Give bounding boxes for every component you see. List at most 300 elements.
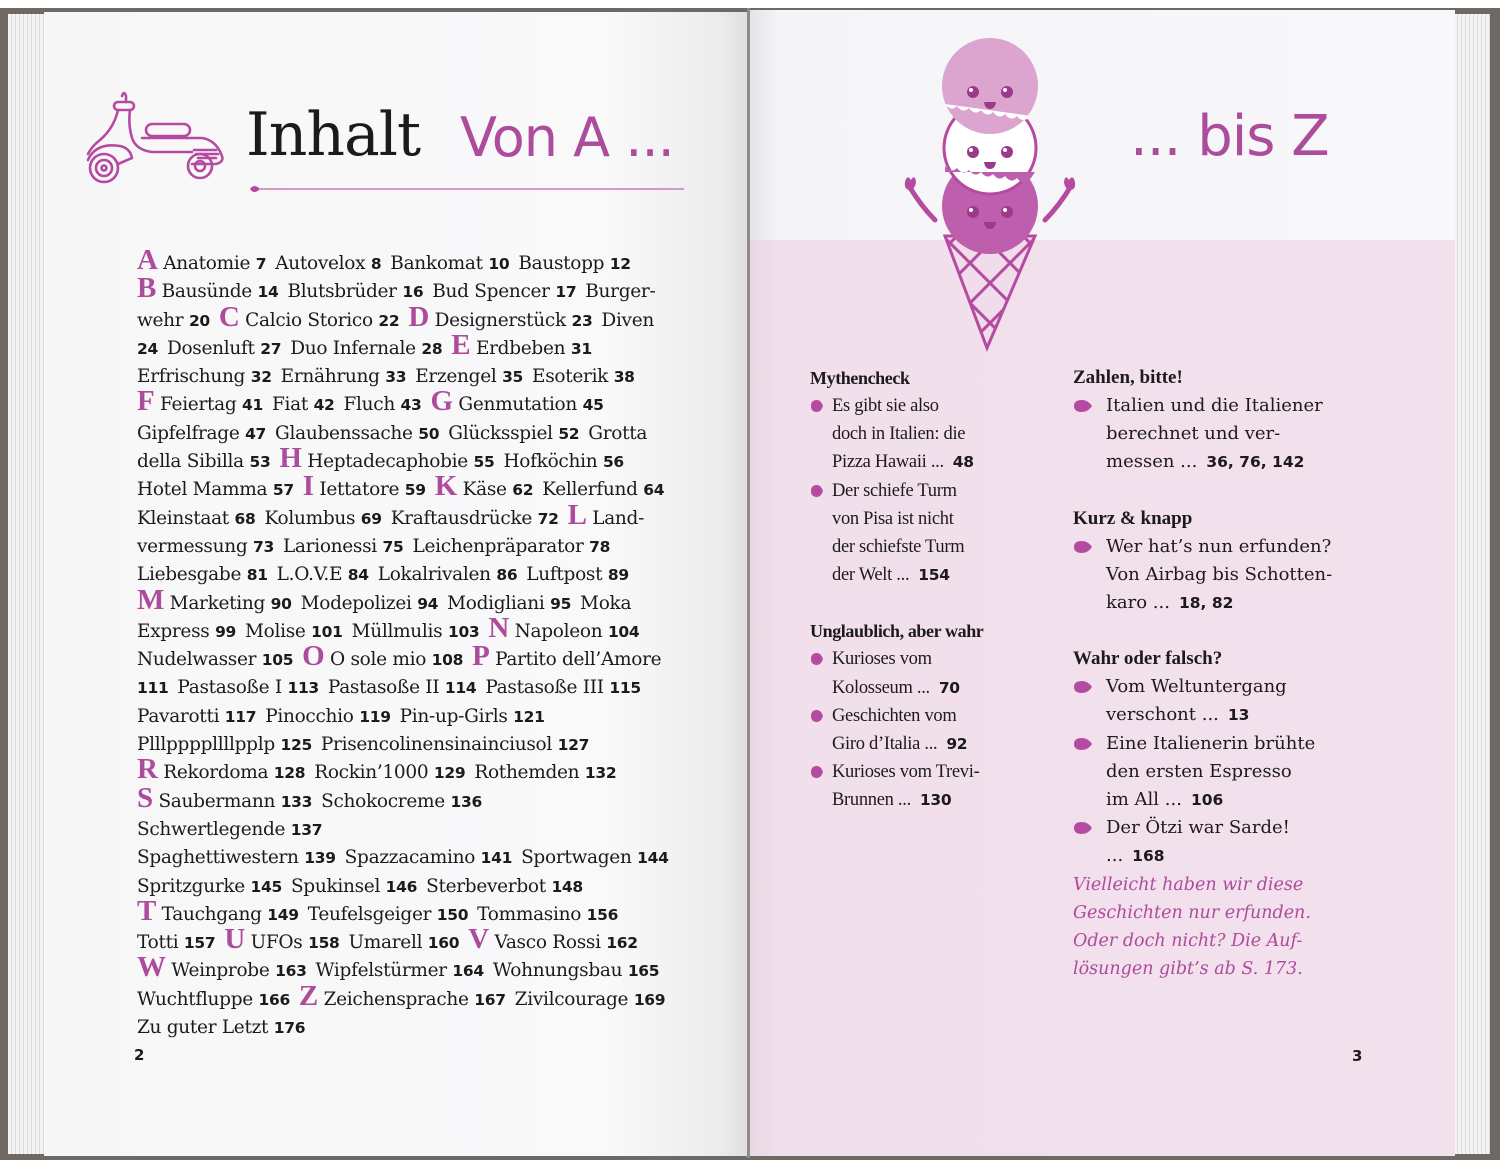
index-entry-title: L.O.V.E xyxy=(276,564,343,586)
index-entry-title: Partito dell’Amore xyxy=(495,649,662,671)
index-page-number: 14 xyxy=(257,283,279,302)
index-line xyxy=(137,844,682,872)
index-line xyxy=(137,703,682,731)
index-entry-title: Heptadecaphobie xyxy=(307,451,468,473)
index-entry xyxy=(316,960,484,981)
scooter-icon xyxy=(82,88,234,188)
index-entry-title: Duo Infernale xyxy=(290,337,416,359)
index-entry xyxy=(314,762,465,783)
index-entry xyxy=(412,536,610,557)
index-entry xyxy=(171,960,306,981)
index-entry-title: Molise xyxy=(245,620,306,642)
index-entry-title: Käse xyxy=(462,479,507,501)
index-letter: E xyxy=(451,328,471,361)
index-entry-title: Erdbeben xyxy=(475,337,566,359)
index-entry xyxy=(137,423,266,444)
feature-text-line: Vom Weltuntergang xyxy=(1106,676,1287,698)
feature-list xyxy=(810,645,1050,814)
index-page-number: 17 xyxy=(555,283,577,302)
index-page-number: 57 xyxy=(272,481,294,500)
index-line xyxy=(137,731,682,759)
feature-list-item xyxy=(810,392,1050,477)
index-letter: O xyxy=(302,640,325,673)
index-entry-title: Rekordoma xyxy=(163,762,269,784)
index-line xyxy=(137,498,682,533)
index-line xyxy=(137,781,682,845)
index-entry xyxy=(485,677,641,698)
index-entry-title: Pavarotti xyxy=(137,705,220,727)
feature-text-line: Italien und die Italiener xyxy=(1106,395,1323,416)
index-entry-title: Moka xyxy=(580,592,632,614)
index-page-number: 55 xyxy=(473,453,495,472)
index-entry xyxy=(137,649,293,670)
index-page-number: 24 xyxy=(137,339,158,358)
index-line xyxy=(137,979,682,1014)
index-entry xyxy=(495,649,661,670)
index-entry-title: Liebesgabe xyxy=(137,564,242,586)
index-entry xyxy=(264,508,381,529)
feature-text-line: doch in Italien: die xyxy=(832,424,966,445)
index-page-number: 86 xyxy=(496,566,518,585)
index-letter: U xyxy=(224,923,245,956)
index-entry-title: Bausünde xyxy=(161,281,252,303)
index-entry xyxy=(275,423,439,444)
index-entry-title: della Sibilla xyxy=(137,451,244,473)
page-title: Inhalt xyxy=(246,100,421,170)
index-entry-title: Express xyxy=(137,620,210,642)
index-entry-title: Pinocchio xyxy=(265,705,354,727)
index-entry-title: Hotel Mamma xyxy=(137,479,268,501)
index-page-number: 115 xyxy=(609,679,641,698)
note-line: Geschichten nur erfunden. xyxy=(1073,902,1311,923)
index-page-number: 146 xyxy=(385,877,418,896)
index-entry-title: Dosenluft xyxy=(166,337,255,359)
index-page-number: 10 xyxy=(488,255,510,273)
index-entry-title: Pastasoße I xyxy=(177,677,282,699)
drop-bullet-icon xyxy=(1073,541,1093,553)
feature-page-ref: 13 xyxy=(1227,706,1250,725)
index-entry-title: Wohnungsbau xyxy=(492,960,623,982)
index-entry-title: Erzengel xyxy=(415,366,497,388)
index-page-number: 69 xyxy=(360,509,382,528)
section-heading: Mythencheck xyxy=(810,368,910,388)
index-entry xyxy=(283,536,404,557)
index-letter: I xyxy=(302,470,314,503)
index-page-number: 105 xyxy=(261,651,294,670)
index-entry xyxy=(588,423,647,444)
feature-text-line: berechnet und ver- xyxy=(1106,423,1281,445)
index-entry xyxy=(291,876,417,897)
index-entry-title: Pastasoße III xyxy=(485,677,604,699)
index-entry xyxy=(301,593,439,614)
feature-list-item xyxy=(810,645,1050,701)
index-entry-title: Sterbeverbot xyxy=(426,875,546,897)
index-page-number: 28 xyxy=(421,339,443,358)
index-entry xyxy=(170,593,292,614)
index-entry-title: Umarell xyxy=(348,932,423,954)
note-line: Oder doch nicht? Die Auf- xyxy=(1073,931,1303,952)
page-number-right: 3 xyxy=(1352,1047,1363,1065)
index-entry xyxy=(308,904,468,925)
drop-bullet-icon xyxy=(810,400,824,412)
index-entry-title: Glaubenssache xyxy=(275,422,413,444)
index-entry-title: Blutsbrüder xyxy=(287,281,397,303)
index-page-number: 89 xyxy=(607,566,629,585)
feature-list-item xyxy=(810,758,1050,814)
index-entry xyxy=(521,847,669,868)
index-entry xyxy=(585,281,655,302)
index-page-number: 169 xyxy=(633,990,666,1009)
index-entry-title: Weinprobe xyxy=(171,960,270,982)
index-entry-title: Zivilcourage xyxy=(514,988,629,1010)
answers-note xyxy=(1073,871,1373,984)
index-entry-title: Tauchgang xyxy=(161,903,262,925)
index-page-number: 128 xyxy=(273,764,306,783)
feature-list xyxy=(1073,392,1373,477)
index-page-number: 45 xyxy=(582,396,604,415)
index-entry-title: Ernährung xyxy=(280,366,380,388)
index-entry-title: Wipfelstürmer xyxy=(315,960,447,982)
index-page-number: 8 xyxy=(370,255,382,273)
drop-bullet-icon xyxy=(1073,400,1093,412)
index-line xyxy=(137,328,682,363)
feature-list-item xyxy=(1073,533,1373,618)
index-page-number: 47 xyxy=(245,424,267,443)
index-entry xyxy=(532,366,635,387)
index-page-number: 81 xyxy=(246,566,268,585)
index-entry-title: Spritzgurke xyxy=(137,875,245,897)
index-entry xyxy=(137,479,294,500)
index-line xyxy=(137,385,682,419)
index-page-number: 114 xyxy=(444,679,477,698)
page-title-right: ... bis Z xyxy=(1130,104,1329,169)
index-entry-title: Spaghettiwestern xyxy=(137,847,299,869)
feature-text-line: Eine Italienerin brühte xyxy=(1106,732,1316,754)
index-page-number: 27 xyxy=(260,339,282,358)
index-page-number: 162 xyxy=(606,934,638,953)
index-entry-title: Sportwagen xyxy=(521,847,632,869)
index-page-number: 127 xyxy=(557,736,590,755)
index-entry xyxy=(272,394,335,415)
index-page-number: 149 xyxy=(267,905,299,924)
index-page-number: 75 xyxy=(382,537,404,556)
index-entry xyxy=(137,989,290,1010)
feature-text-line: den ersten Espresso xyxy=(1106,760,1292,782)
index-page-number: 94 xyxy=(417,594,439,613)
index-line xyxy=(137,753,682,787)
index-page-number: 32 xyxy=(250,368,272,387)
index-entry-title: Burger- xyxy=(585,281,656,303)
index-entry-title: Calcio Storico xyxy=(245,309,373,331)
index-entry xyxy=(245,310,399,331)
index-entry xyxy=(277,564,369,585)
index-entry xyxy=(415,366,523,387)
feature-page-ref: 106 xyxy=(1190,791,1224,810)
index-page-number: 166 xyxy=(258,990,290,1009)
index-letter: F xyxy=(137,385,155,418)
page-number-left: 2 xyxy=(134,1046,145,1064)
index-entry xyxy=(265,706,390,727)
index-entry xyxy=(330,649,463,670)
index-entry xyxy=(137,564,268,585)
index-page-number: 56 xyxy=(602,453,624,472)
index-entry-title: Bud Spencer xyxy=(432,281,550,303)
drop-bullet-icon xyxy=(810,485,824,497)
features-column-left xyxy=(810,364,1050,815)
page-subtitle: Von A ... xyxy=(460,106,674,169)
index-page-number: 42 xyxy=(313,396,335,415)
index-page-number: 50 xyxy=(418,424,440,443)
index-letter: Z xyxy=(298,979,318,1012)
index-letter: S xyxy=(137,781,153,814)
index-page-number: 103 xyxy=(447,622,480,641)
drop-bullet-icon xyxy=(1073,738,1093,750)
index-entry-title: Leichenpräparator xyxy=(412,535,584,557)
index-letter: W xyxy=(137,951,166,984)
index-entry-title: Autovelox xyxy=(275,253,366,274)
index-entry xyxy=(321,734,589,755)
index-line xyxy=(137,640,682,674)
index-letter: M xyxy=(137,583,165,616)
index-entry xyxy=(245,621,343,642)
index-entry-title: Spazzacamino xyxy=(344,847,476,869)
index-page-number: 111 xyxy=(137,679,169,698)
index-page-number: 41 xyxy=(242,396,263,415)
index-entry xyxy=(137,847,336,868)
index-page-number: 72 xyxy=(537,509,559,528)
index-entry xyxy=(447,593,571,614)
index-entry-title: Gipfelfrage xyxy=(137,422,240,444)
feature-list-item xyxy=(1073,730,1373,815)
index-page-number: 163 xyxy=(275,962,307,981)
drop-bullet-icon xyxy=(810,653,824,665)
index-entry-title: Baustopp xyxy=(518,253,605,274)
feature-page-ref: 70 xyxy=(938,678,960,697)
index-entry xyxy=(137,310,210,331)
index-page-number: 95 xyxy=(550,594,572,613)
section-heading: Kurz & knapp xyxy=(1073,507,1193,529)
title-underline xyxy=(246,183,686,195)
index-entry xyxy=(344,394,422,415)
index-entry xyxy=(137,366,272,387)
index-line xyxy=(137,674,682,702)
index-entry-title: Fluch xyxy=(343,394,395,416)
index-line xyxy=(137,420,682,448)
feature-list xyxy=(1073,673,1373,870)
index-entry xyxy=(463,479,534,500)
index-entry xyxy=(592,508,644,529)
index-entry xyxy=(137,819,322,840)
index-entry xyxy=(137,876,282,897)
book-spine xyxy=(747,8,750,1158)
contents-index xyxy=(137,244,682,1042)
index-line xyxy=(137,583,682,618)
index-page-number: 160 xyxy=(427,934,460,953)
index-entry xyxy=(162,904,299,925)
index-entry-title: Napoleon xyxy=(514,620,603,642)
feature-page-ref: 18, 82 xyxy=(1178,594,1234,613)
feature-page-ref: 154 xyxy=(918,566,950,585)
index-page-number: 129 xyxy=(433,764,466,783)
feature-text-line: ... xyxy=(1106,845,1124,867)
index-page-number: 108 xyxy=(431,651,464,670)
index-page-number: 12 xyxy=(609,255,631,273)
index-line xyxy=(137,244,682,278)
index-page-number: 145 xyxy=(250,877,282,896)
index-entry xyxy=(137,677,168,698)
feature-text-line: karo ... xyxy=(1106,592,1170,614)
index-letter: B xyxy=(137,272,157,305)
index-entry-title: Saubermann xyxy=(158,790,276,812)
index-entry xyxy=(163,253,266,274)
index-page-number: 35 xyxy=(502,368,524,387)
index-page-number: 144 xyxy=(637,849,669,868)
feature-page-ref: 36, 76, 142 xyxy=(1206,453,1305,472)
index-entry xyxy=(137,621,236,642)
feature-text-line: Brunnen ... xyxy=(832,790,911,811)
feature-text-line: Geschichten vom xyxy=(832,705,957,726)
index-entry-title: Glücksspiel xyxy=(448,422,553,444)
index-letter: C xyxy=(218,300,240,333)
index-entry-title: Plllppppllllpplp xyxy=(137,734,275,756)
index-page-number: 90 xyxy=(270,594,292,613)
index-entry xyxy=(307,451,494,472)
drop-bullet-icon xyxy=(1073,822,1093,834)
index-page-number: 101 xyxy=(311,622,343,641)
feature-text-line: von Pisa ist nicht xyxy=(832,508,954,529)
index-page-number: 136 xyxy=(450,792,482,811)
index-entry-title: Marketing xyxy=(169,592,266,614)
index-entry xyxy=(391,508,559,529)
index-page-number: 104 xyxy=(607,622,640,641)
index-entry-title: Kolumbus xyxy=(264,507,356,529)
index-letter: T xyxy=(137,894,157,927)
index-entry-title: Anatomie xyxy=(163,253,251,274)
index-entry-title: Feiertag xyxy=(160,394,237,416)
index-page-number: 150 xyxy=(436,905,469,924)
feature-list-item xyxy=(1073,814,1373,870)
index-page-number: 158 xyxy=(308,934,340,953)
index-entry xyxy=(432,281,576,302)
index-entry xyxy=(542,479,664,500)
feature-text-line: Der schiefe Turm xyxy=(832,480,957,501)
index-page-number: 156 xyxy=(586,905,619,924)
index-entry-title: Tommasino xyxy=(477,903,582,925)
ice-cream-cone-illustration xyxy=(895,38,1085,353)
index-page-number: 64 xyxy=(643,481,665,500)
index-entry-title: Pastasoße II xyxy=(327,677,440,699)
index-page-number: 43 xyxy=(400,396,422,415)
feature-text-line: Der Ötzi war Sarde! xyxy=(1106,817,1290,839)
index-entry xyxy=(160,394,263,415)
index-letter: A xyxy=(137,244,158,276)
index-entry xyxy=(328,677,477,698)
feature-text-line: Es gibt sie also xyxy=(832,396,939,416)
index-entry-title: O sole mio xyxy=(330,649,427,671)
index-entry-title: Erfrischung xyxy=(137,366,246,388)
index-page-number: 22 xyxy=(378,311,400,330)
index-entry-title: Teufelsgeiger xyxy=(307,903,432,925)
index-entry xyxy=(275,253,381,274)
index-letter: K xyxy=(434,470,457,503)
feature-text-line: Giro d’Italia ... xyxy=(832,734,938,755)
index-entry-title: UFOs xyxy=(250,932,303,954)
index-entry xyxy=(349,932,460,953)
page-stack-right xyxy=(1454,14,1490,1154)
index-entry xyxy=(601,310,654,331)
index-letter: P xyxy=(472,640,490,673)
index-entry xyxy=(167,338,281,359)
index-page-number: 33 xyxy=(385,368,407,387)
index-letter: H xyxy=(279,442,302,475)
index-entry-title: Prisencolinensinainciusol xyxy=(320,734,553,756)
index-entry xyxy=(251,932,340,953)
index-page-number: 125 xyxy=(280,736,312,755)
index-page-number: 137 xyxy=(290,820,323,839)
index-page-number: 167 xyxy=(474,990,506,1009)
index-entry-title: Wuchtfluppe xyxy=(137,988,253,1010)
feature-text-line: verschont ... xyxy=(1106,704,1219,726)
index-page-number: 165 xyxy=(627,962,660,981)
index-line xyxy=(137,533,682,561)
index-entry-title: Rothemden xyxy=(474,762,580,784)
index-entry xyxy=(162,281,279,302)
index-entry-title: Larionessi xyxy=(282,535,377,557)
index-entry-title: Zu guter Letzt xyxy=(137,1017,269,1039)
index-entry-title: Modepolizei xyxy=(300,592,412,614)
feature-text-line: der schiefste Turm xyxy=(832,537,965,558)
index-page-number: 132 xyxy=(584,764,617,783)
section-heading: Unglaublich, aber wahr xyxy=(810,621,984,642)
index-entry xyxy=(448,423,579,444)
index-entry xyxy=(287,281,423,302)
index-entry xyxy=(493,960,659,981)
features-column-right xyxy=(1073,364,1373,983)
index-entry xyxy=(526,564,629,585)
index-entry-title: Designerstück xyxy=(434,309,566,331)
index-page-number: 62 xyxy=(512,481,534,500)
note-line: Vielleicht haben wir diese xyxy=(1073,874,1304,895)
index-letter: D xyxy=(408,300,430,333)
index-line xyxy=(137,561,682,589)
index-entry-title: Genmutation xyxy=(458,394,578,416)
index-entry xyxy=(435,310,593,331)
feature-text-line: im All ... xyxy=(1106,789,1182,811)
index-entry xyxy=(158,791,312,812)
index-entry-title: Hofköchin xyxy=(503,451,598,473)
index-entry-title: Esoterik xyxy=(532,366,609,388)
feature-text-line: Von Airbag bis Schotten- xyxy=(1106,563,1333,585)
index-entry-title: Modigliani xyxy=(447,592,545,614)
index-line xyxy=(137,611,682,646)
index-page-number: 117 xyxy=(224,707,257,726)
feature-list-item xyxy=(810,702,1050,758)
index-page-number: 38 xyxy=(613,368,635,387)
index-page-number: 133 xyxy=(280,792,313,811)
feature-page-ref: 48 xyxy=(952,453,974,472)
index-entry-title: Luftpost xyxy=(526,564,603,586)
index-entry-title: vermessung xyxy=(137,535,248,557)
feature-page-ref: 92 xyxy=(946,735,968,754)
index-line xyxy=(137,363,682,391)
index-entry xyxy=(400,706,545,727)
index-entry-title: Lokalrivalen xyxy=(377,564,491,586)
index-line xyxy=(137,300,682,335)
index-entry-title: Rockin’1000 xyxy=(314,762,429,784)
index-entry xyxy=(137,932,215,953)
index-entry xyxy=(281,366,407,387)
index-entry-title: Diven xyxy=(601,309,654,331)
